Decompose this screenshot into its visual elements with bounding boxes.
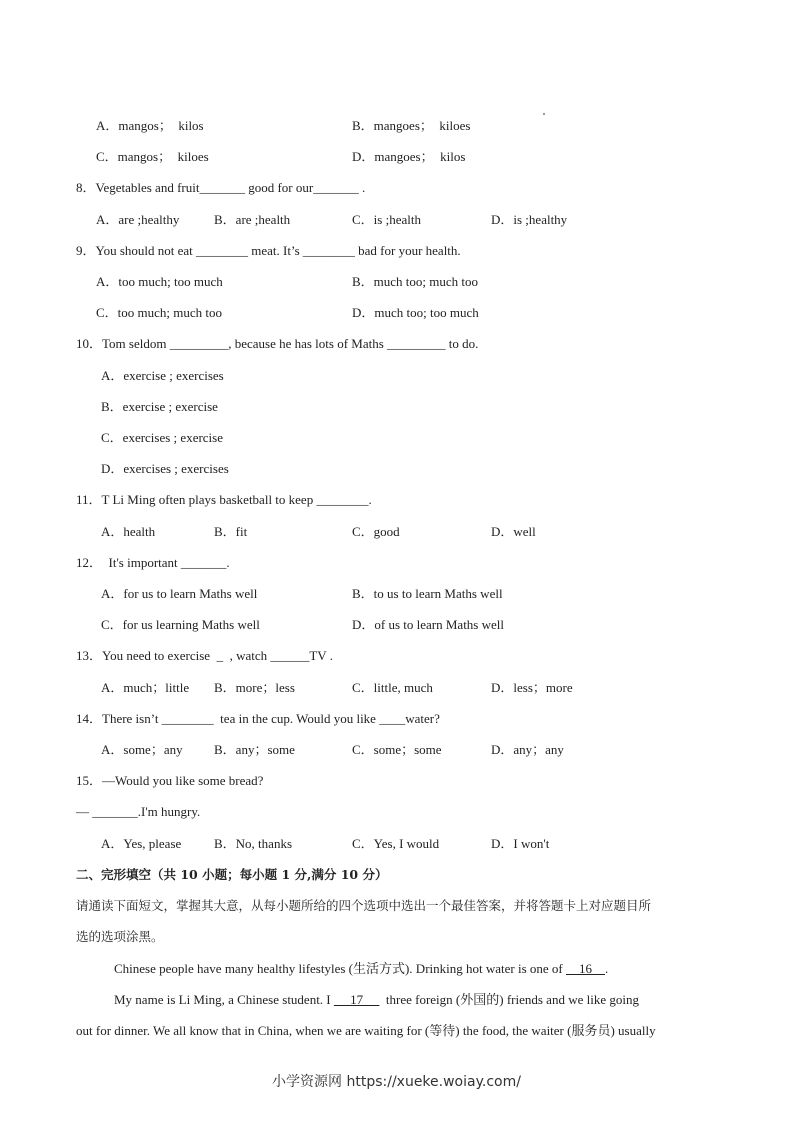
q9-option-c[interactable]: C．too much; much too	[96, 305, 223, 320]
q14-stem: 14．There isn’t ________ tea in the cup. Would you like ____water?	[76, 711, 440, 726]
q10-option-a[interactable]: A．exercise ; exercises	[101, 368, 224, 383]
q8-option-b[interactable]: B．are ;health	[214, 212, 291, 227]
passage-paragraph-2	[114, 992, 639, 1008]
q13-stem: 13．You need to exercise _ , watch ______TV .	[76, 648, 333, 663]
q15-option-c[interactable]: C．Yes, I would	[352, 836, 440, 851]
q7-option-d[interactable]: D．mangoes； kilos	[352, 149, 466, 164]
q10-option-b[interactable]: B．exercise ; exercise	[101, 399, 218, 414]
q14-option-a[interactable]: A．some；any	[101, 742, 183, 757]
q12-option-d[interactable]: D．of us to learn Maths well	[352, 617, 505, 632]
scan-speck	[543, 113, 545, 115]
q14-option-d[interactable]: D．any；any	[491, 742, 564, 757]
q11-stem: 11．T Li Ming often plays basketball to keep ________.	[76, 492, 372, 507]
q11-option-b[interactable]: B．fit	[214, 524, 248, 539]
q9-option-d[interactable]: D．much too; too much	[352, 305, 479, 320]
q13-option-d[interactable]: D．less；more	[491, 680, 573, 695]
q15-option-b[interactable]: B．No, thanks	[214, 836, 293, 851]
footer-watermark: 小学资源网 https://xueke.woiay.com/	[272, 1074, 521, 1090]
passage-text: three foreign (外国的) friends and we like going	[379, 992, 639, 1007]
q11-option-a[interactable]: A．health	[101, 524, 156, 539]
q12-option-b[interactable]: B．to us to learn Maths well	[352, 586, 503, 601]
q9-option-a[interactable]: A．too much; too much	[96, 274, 223, 289]
blank-17[interactable]: 17	[333, 992, 380, 1007]
q15-stem: 15．—Would you like some bread?	[76, 773, 264, 788]
q10-stem: 10．Tom seldom _________, because he has lots of Maths _________ to do.	[76, 336, 479, 351]
q8-option-d[interactable]: D．is ;healthy	[491, 212, 568, 227]
section-instruction-line-2: 选的选项涂黑。	[76, 929, 164, 944]
passage-text: My name is Li Ming, a Chinese student. I	[114, 992, 334, 1007]
section-instruction-line-1: 请通读下面短文，掌握其大意，从每小题所给的四个选项中选出一个最佳答案，并将答题卡上对应题目所	[76, 898, 652, 913]
q13-option-a[interactable]: A．much；little	[101, 680, 190, 695]
q7-option-a[interactable]: A．mangos； kilos	[96, 118, 204, 133]
q10-option-c[interactable]: C．exercises ; exercise	[101, 430, 224, 445]
q12-stem: 12． It's important _______.	[76, 555, 230, 570]
passage-paragraph-1	[114, 961, 608, 977]
q15-option-d[interactable]: D．I won't	[491, 836, 550, 851]
q7-option-c[interactable]: C．mangos； kiloes	[96, 149, 209, 164]
q8-option-a[interactable]: A．are ;healthy	[96, 212, 180, 227]
blank-16[interactable]: 16	[566, 961, 606, 976]
q13-option-b[interactable]: B．more；less	[214, 680, 295, 695]
q14-option-b[interactable]: B．any；some	[214, 742, 295, 757]
q15-stem-reply: — _______.I'm hungry.	[76, 804, 201, 819]
q9-stem: 9．You should not eat ________ meat. It’s ________ bad for your health.	[76, 243, 461, 258]
q12-option-a[interactable]: A．for us to learn Maths well	[101, 586, 258, 601]
passage-paragraph-2-line-2: out for dinner. We all know that in China, when we are waiting for (等待) the food, the waiter (服务员) usually	[76, 1023, 656, 1038]
q14-option-c[interactable]: C．some；some	[352, 742, 442, 757]
passage-text: .	[605, 961, 609, 976]
q8-stem: 8．Vegetables and fruit_______ good for our_______ .	[76, 180, 366, 195]
q10-option-d[interactable]: D．exercises ; exercises	[101, 461, 229, 476]
section-heading: 二、完形填空（共 10 小题；每小题 1 分,满分 10 分）	[76, 867, 388, 882]
q8-option-c[interactable]: C．is ;health	[352, 212, 421, 227]
q11-option-d[interactable]: D．well	[491, 524, 536, 539]
q9-option-b[interactable]: B．much too; much too	[352, 274, 479, 289]
q11-option-c[interactable]: C．good	[352, 524, 400, 539]
q15-option-a[interactable]: A．Yes, please	[101, 836, 182, 851]
passage-text: Chinese people have many healthy lifestyles (生活方式). Drinking hot water is one of	[114, 961, 567, 976]
q7-option-b[interactable]: B．mangoes； kiloes	[352, 118, 471, 133]
q12-option-c[interactable]: C．for us learning Maths well	[101, 617, 260, 632]
q13-option-c[interactable]: C．little, much	[352, 680, 433, 695]
